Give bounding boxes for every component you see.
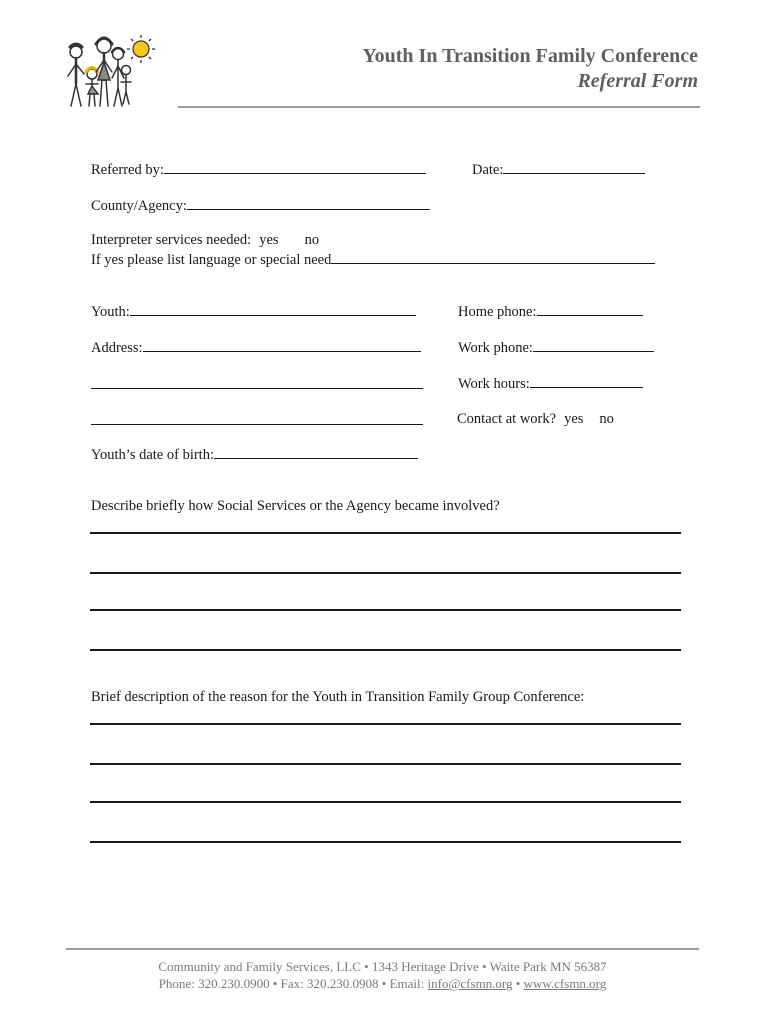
work-phone-label: Work phone: [458,340,533,356]
address-label: Address: [91,340,143,356]
footer-divider [66,948,699,950]
address-input-1[interactable] [143,338,421,352]
answer-line-2-1[interactable] [90,723,681,725]
home-phone-field [458,302,643,321]
language-input[interactable] [331,250,655,264]
answer-line-1-1[interactable] [90,532,681,534]
county-agency-field [91,196,430,215]
home-phone-label: Home phone: [458,304,537,320]
footer-street: 1343 Heritage Drive [371,959,479,974]
youth-field [91,302,416,321]
address-input-2[interactable] [91,388,423,389]
footer-phone: Phone: 320.230.0900 [158,976,270,991]
dob-field [91,445,418,464]
answer-line-1-2[interactable] [90,572,681,574]
referred-by-input[interactable] [164,160,426,174]
contact-at-work-label: Contact at work? [457,411,557,427]
family-with-sun-logo [62,32,162,112]
question-conference-reason: Brief description of the reason for the Youth in Transition Family Group Conference: [91,689,585,705]
question-agency-involvement: Describe briefly how Social Services or the Agency became involved? [91,498,500,514]
address-input-3[interactable] [91,424,423,425]
language-field [91,250,655,269]
answer-line-1-3[interactable] [90,609,681,611]
work-phone-input[interactable] [533,338,654,352]
dob-label: Youth’s date of birth: [91,447,214,463]
dob-input[interactable] [214,445,418,459]
footer-fax: Fax: 320.230.0908 [280,976,379,991]
form-subtitle: Referral Form [577,70,698,92]
work-hours-input[interactable] [530,374,643,388]
work-hours-field [458,374,643,393]
interpreter-yes-option[interactable]: yes [259,232,279,248]
home-phone-input[interactable] [537,302,643,316]
referred-by-label: Referred by: [91,162,164,178]
youth-input[interactable] [130,302,416,316]
contact-no-option[interactable]: no [599,411,614,427]
footer-address-line: Community and Family Services, LLC • 1343 Heritage Drive • Waite Park MN 56387 [158,959,607,974]
interpreter-label: Interpreter services needed: [91,232,252,248]
work-phone-field [458,338,654,357]
referred-by-field [91,160,426,179]
footer-city: Waite Park MN 56387 [489,959,607,974]
interpreter-no-option[interactable]: no [304,232,320,248]
county-agency-label: County/Agency: [91,198,187,214]
contact-yes-option[interactable]: yes [564,411,584,427]
footer-company: Community and Family Services, LLC [158,959,361,974]
footer-email-label: Email: [389,976,425,991]
sun-icon [127,35,155,63]
work-hours-label: Work hours: [458,376,530,392]
county-agency-input[interactable] [187,196,430,210]
footer-contact-line: Phone: 320.230.0900 • Fax: 320.230.0908 • Email: info@cfsmn.org • www.cfsmn.org [158,976,607,991]
date-field [472,160,645,179]
answer-line-2-2[interactable] [90,763,681,765]
form-title: Youth In Transition Family Conference [362,45,698,67]
footer-website-link[interactable]: www.cfsmn.org [523,976,607,991]
answer-line-1-4[interactable] [90,649,681,651]
youth-label: Youth: [91,304,130,320]
date-input[interactable] [503,160,645,174]
answer-line-2-3[interactable] [90,801,681,803]
answer-line-2-4[interactable] [90,841,681,843]
interpreter-field [91,231,319,249]
header-divider [178,106,700,108]
footer-email-link[interactable]: info@cfsmn.org [427,976,513,991]
address-field [91,338,421,357]
language-label: If yes please list language or special need [91,252,332,268]
date-label: Date: [472,162,504,178]
contact-at-work-field [457,410,614,428]
